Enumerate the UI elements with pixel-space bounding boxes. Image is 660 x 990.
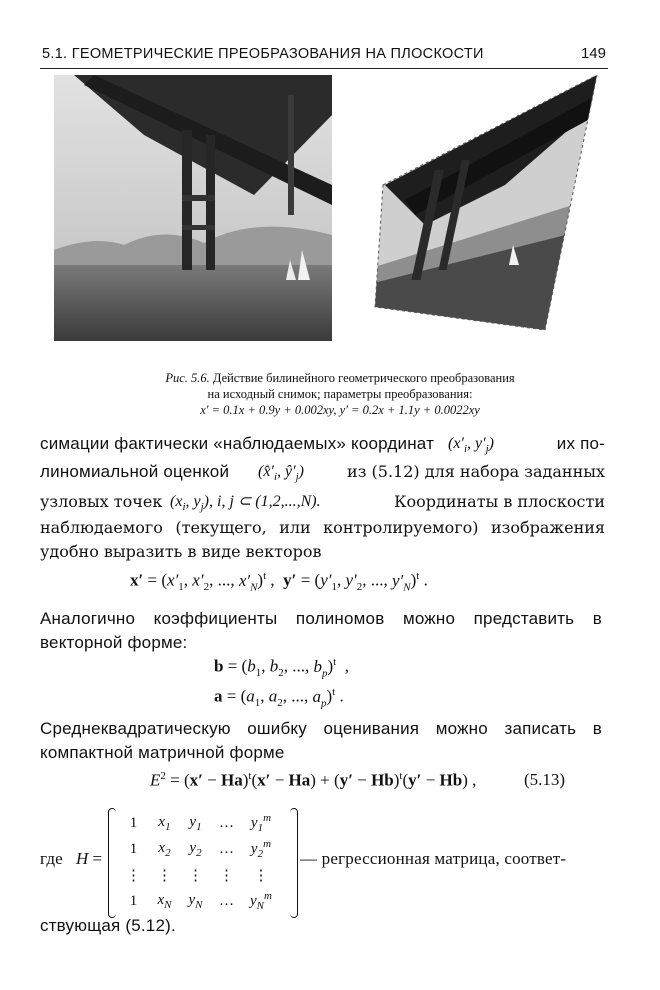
formula-vectors: $x' = (x'_1$, $x'_2$, ..., $x'_N)^t$ , $y' = (y'_1$, $y'_2$, ..., $y'_N)^t$ . [130, 570, 428, 594]
p1-line3b: Координаты в плоскости [394, 492, 605, 511]
p1-line4: наблюдаемого (текущего, или контролируемого) изображения [40, 518, 605, 537]
figure-label: Рис. 5.6. [165, 371, 210, 385]
figure-caption [70, 370, 610, 418]
matrix-symbol: H = [76, 849, 103, 868]
where-word: где [40, 849, 63, 868]
caption-formula: x′ = 0.1x + 0.9y + 0.002xy, y′ = 0.2x + 1.1y + 0.0022xy [200, 403, 480, 417]
p1-line1b: их по- [556, 434, 605, 453]
caption-line-1: Действие билинейного геометрического преобразования [212, 371, 515, 385]
p1-line2b: из (5.12) для набора заданных [347, 462, 605, 481]
p1-line2a: линомиальной оценкой [40, 462, 230, 481]
formula-b: $b = (b_1$, $b_2$, ..., $b_p)^t$ , [214, 656, 349, 680]
p1-coords: ($x'_i$, $y'_j$) [448, 435, 494, 456]
matrix-description: — регрессионная матрица, соответ- [300, 849, 567, 868]
caption-line-2: на исходный снимок; параметры преобразования: [207, 387, 473, 401]
p1-estimate: ($x̂'_i$, $ŷ'_j$) [258, 463, 304, 484]
page-header [40, 44, 608, 69]
p1-line5: удобно выразить в виде векторов [40, 542, 322, 561]
last-line: ствующая (5.12). [40, 916, 176, 935]
warped-photo [365, 75, 605, 360]
paragraph-3: Среднеквадратическую ошибку оценивания можно записать в компактной матричной форме [40, 719, 602, 762]
regression-matrix: 1 $x_1$ $y_1$ … $y_1^m$ 1 $x_2$ $y_2$ … $y_2^m$ ⋮ ⋮ ⋮ ⋮ ⋮ 1 $x_N$ $y_N$ … $y_N^m$ [108, 808, 298, 918]
p1-line3a: узловых точек [40, 492, 163, 511]
original-photo [54, 75, 332, 341]
p1-nodes: ($x_i$, $y_j$), i, j ⊂ (1,2,...,N). [170, 493, 321, 514]
formula-a: $a = (a_1$, $a_2$, ..., $a_p)^t$ . [214, 686, 344, 710]
formula-error: $E^2 = (x' - Ha)^t(x' - Ha) + (y' - Hb)^t(y' - Hb)$ , [150, 770, 477, 790]
paragraph-2: Аналогично коэффициенты полиномов можно представить в векторной форме: [40, 609, 602, 652]
equation-number: (5.13) [524, 770, 566, 789]
figure-5-6 [0, 75, 660, 360]
running-head: 5.1. ГЕОМЕТРИЧЕСКИЕ ПРЕОБРАЗОВАНИЯ НА ПЛОСКОСТИ [42, 46, 484, 62]
p1-line1a: симации фактически «наблюдаемых» координат [40, 434, 435, 453]
paragraph-1 [40, 432, 605, 564]
page-number: 149 [580, 45, 606, 62]
